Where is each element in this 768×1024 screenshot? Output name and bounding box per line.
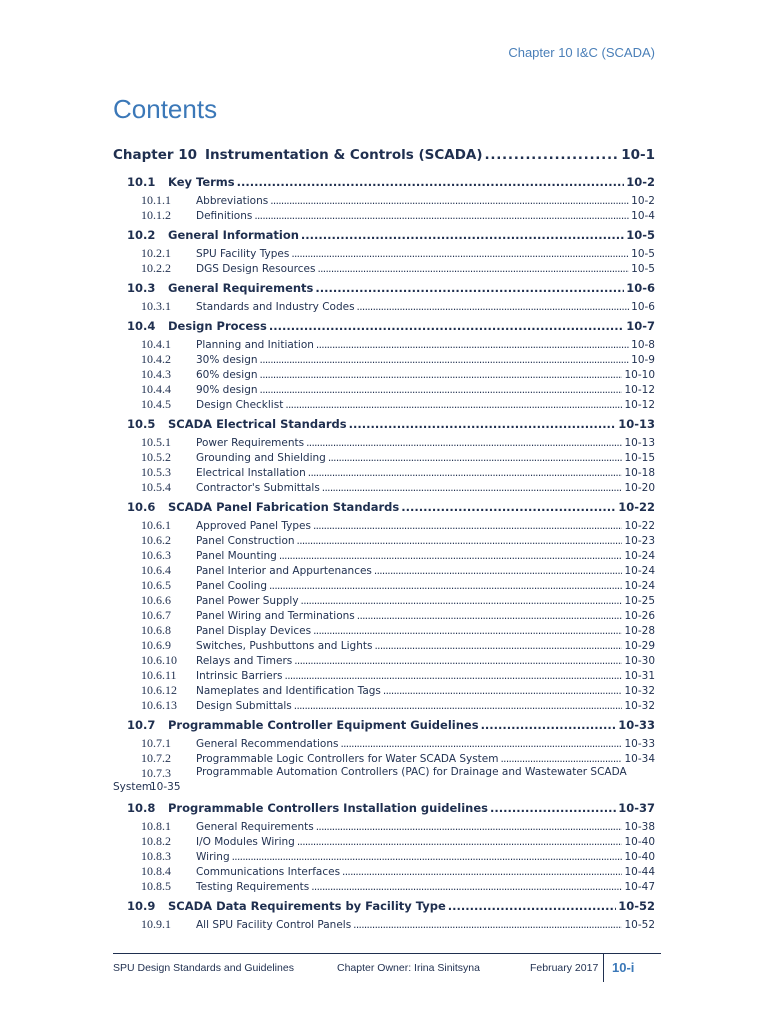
leader-dots xyxy=(260,384,623,396)
section-title: General Information xyxy=(168,228,299,242)
toc-subsection-entry[interactable] xyxy=(113,299,655,314)
subsection-title: Design Submittals xyxy=(196,700,292,712)
leader-dots xyxy=(357,610,623,622)
subsection-title: Switches, Pushbuttons and Lights xyxy=(196,640,373,652)
leader-dots xyxy=(291,248,629,260)
subsection-title: Panel Mounting xyxy=(196,550,277,562)
leader-dots xyxy=(260,369,623,381)
toc-subsection-entry[interactable] xyxy=(113,397,655,412)
leader-dots xyxy=(401,500,616,514)
subsection-number: 10.1.1 xyxy=(141,193,171,207)
toc-subsection-entry[interactable] xyxy=(113,563,655,578)
subsection-title: Panel Cooling xyxy=(196,580,267,592)
subsection-page: 10-20 xyxy=(624,482,655,494)
toc-subsection-entry[interactable] xyxy=(113,548,655,563)
subsection-title: Testing Requirements xyxy=(196,881,310,893)
section-page: 10-13 xyxy=(618,417,655,431)
page-footer xyxy=(113,953,661,978)
toc-section-entry[interactable] xyxy=(113,899,655,917)
leader-dots xyxy=(374,640,622,652)
toc-subsection-entry[interactable] xyxy=(113,533,655,548)
subsection-page: 10-32 xyxy=(624,700,655,712)
section-title: Design Process xyxy=(168,319,267,333)
leader-dots xyxy=(294,655,622,667)
toc-subsection-entry[interactable] xyxy=(113,480,655,495)
subsection-number: 10.6.12 xyxy=(141,683,177,697)
leader-dots xyxy=(306,437,622,449)
section-number: 10.9 xyxy=(127,899,156,913)
leader-dots xyxy=(311,881,622,893)
toc-subsection-entry[interactable] xyxy=(113,450,655,465)
section-number: 10.5 xyxy=(127,417,156,431)
toc-subsection-entry[interactable] xyxy=(113,766,655,796)
subsection-number: 10.2.2 xyxy=(141,261,171,275)
subsection-title: Intrinsic Barriers xyxy=(196,670,283,682)
leader-dots xyxy=(294,700,623,712)
subsection-number: 10.8.3 xyxy=(141,849,171,863)
subsection-page: 10-24 xyxy=(624,580,655,592)
toc-subsection-entry[interactable] xyxy=(113,683,655,698)
footer-divider xyxy=(603,954,604,982)
leader-dots xyxy=(237,175,625,189)
leader-dots xyxy=(340,738,622,750)
subsection-page: 10-35 xyxy=(150,781,181,793)
subsection-page: 10-8 xyxy=(631,339,655,351)
subsection-number: 10.6.6 xyxy=(141,593,171,607)
toc-section-entry[interactable] xyxy=(113,228,655,246)
leader-dots xyxy=(481,718,617,732)
footer-publication: SPU Design Standards and Guidelines xyxy=(113,962,294,974)
subsection-page: 10-29 xyxy=(624,640,655,652)
subsection-title: Abbreviations xyxy=(196,195,269,207)
chapter-page: 10-1 xyxy=(621,147,655,163)
subsection-title: 90% design xyxy=(196,384,258,396)
toc-subsection-entry[interactable] xyxy=(113,668,655,683)
section-page: 10-6 xyxy=(626,281,655,295)
toc-subsection-entry[interactable] xyxy=(113,593,655,608)
subsection-page: 10-24 xyxy=(624,565,655,577)
toc-subsection-entry[interactable] xyxy=(113,261,655,276)
leader-dots xyxy=(285,670,623,682)
subsection-title: Standards and Industry Codes xyxy=(196,301,355,313)
subsection-number: 10.6.3 xyxy=(141,548,171,562)
subsection-title: All SPU Facility Control Panels xyxy=(196,919,352,931)
section-page: 10-52 xyxy=(618,899,655,913)
toc-subsection-entry[interactable] xyxy=(113,653,655,668)
leader-dots xyxy=(313,625,622,637)
toc-subsection-entry[interactable] xyxy=(113,518,655,533)
leader-dots xyxy=(448,899,616,913)
subsection-title-continuation: System xyxy=(113,781,153,793)
leader-dots xyxy=(269,580,622,592)
leader-dots xyxy=(316,821,623,833)
section-number: 10.3 xyxy=(127,281,156,295)
subsection-number: 10.6.5 xyxy=(141,578,171,592)
subsection-title: Programmable Automation Controllers (PAC) for Drainage and Wastewater SCADA xyxy=(196,766,627,778)
subsection-number: 10.6.11 xyxy=(141,668,177,682)
toc-subsection-entry[interactable] xyxy=(113,337,655,352)
section-number: 10.7 xyxy=(127,718,156,732)
leader-dots xyxy=(322,482,623,494)
toc-subsection-entry[interactable] xyxy=(113,246,655,261)
subsection-page: 10-32 xyxy=(624,685,655,697)
subsection-number: 10.9.1 xyxy=(141,917,171,931)
subsection-title: General Recommendations xyxy=(196,738,339,750)
leader-dots xyxy=(301,228,624,242)
toc-section-entry[interactable] xyxy=(113,718,655,736)
subsection-number: 10.8.1 xyxy=(141,819,171,833)
toc-subsection-entry[interactable] xyxy=(113,623,655,638)
toc-section-entry[interactable] xyxy=(113,801,655,819)
footer-page-number: 10-i xyxy=(612,960,635,975)
leader-dots xyxy=(279,550,623,562)
toc-subsection-entry[interactable] xyxy=(113,849,655,864)
subsection-number: 10.8.5 xyxy=(141,879,171,893)
toc-subsection-entry[interactable] xyxy=(113,638,655,653)
leader-dots xyxy=(342,866,622,878)
toc-subsection-entry[interactable] xyxy=(113,382,655,397)
subsection-page: 10-47 xyxy=(624,881,655,893)
section-page: 10-33 xyxy=(618,718,655,732)
subsection-number: 10.6.8 xyxy=(141,623,171,637)
section-number: 10.6 xyxy=(127,500,156,514)
subsection-title: Approved Panel Types xyxy=(196,520,311,532)
subsection-number: 10.7.2 xyxy=(141,751,171,765)
subsection-page: 10-5 xyxy=(631,248,655,260)
toc-subsection-entry[interactable] xyxy=(113,917,655,932)
leader-dots xyxy=(315,281,624,295)
leader-dots xyxy=(357,301,630,313)
subsection-page: 10-38 xyxy=(624,821,655,833)
subsection-page: 10-25 xyxy=(624,595,655,607)
subsection-number: 10.6.9 xyxy=(141,638,171,652)
subsection-title: Panel Construction xyxy=(196,535,295,547)
subsection-number: 10.7.1 xyxy=(141,736,171,750)
toc-subsection-entry[interactable] xyxy=(113,819,655,834)
subsection-title: Power Requirements xyxy=(196,437,305,449)
table-of-contents xyxy=(113,147,655,932)
subsection-title: Electrical Installation xyxy=(196,467,306,479)
subsection-number: 10.6.1 xyxy=(141,518,171,532)
toc-subsection-entry[interactable] xyxy=(113,208,655,223)
subsection-title: Nameplates and Identification Tags xyxy=(196,685,381,697)
toc-subsection-entry[interactable] xyxy=(113,465,655,480)
toc-sections xyxy=(113,175,655,932)
toc-subsection-entry[interactable] xyxy=(113,879,655,894)
subsection-page: 10-40 xyxy=(624,851,655,863)
subsection-page: 10-30 xyxy=(624,655,655,667)
subsection-page: 10-28 xyxy=(624,625,655,637)
section-page: 10-22 xyxy=(618,500,655,514)
subsection-title: I/O Modules Wiring xyxy=(196,836,295,848)
subsection-page: 10-6 xyxy=(631,301,655,313)
subsection-number: 10.5.4 xyxy=(141,480,171,494)
subsection-title: 60% design xyxy=(196,369,258,381)
subsection-number: 10.7.3 xyxy=(141,766,171,780)
leader-dots xyxy=(270,195,629,207)
toc-subsection-entry[interactable] xyxy=(113,193,655,208)
toc-subsection-entry[interactable] xyxy=(113,435,655,450)
page-title: Contents xyxy=(113,94,218,124)
section-title: Programmable Controller Equipment Guidelines xyxy=(168,718,479,732)
section-title: SCADA Electrical Standards xyxy=(168,417,347,431)
subsection-title: Panel Wiring and Terminations xyxy=(196,610,355,622)
subsection-page: 10-33 xyxy=(624,738,655,750)
leader-dots xyxy=(297,535,623,547)
leader-dots xyxy=(317,263,629,275)
toc-chapter-entry[interactable] xyxy=(113,147,655,169)
subsection-number: 10.3.1 xyxy=(141,299,171,313)
subsection-page: 10-26 xyxy=(624,610,655,622)
subsection-title: Programmable Logic Controllers for Water SCADA System xyxy=(196,753,499,765)
subsection-number: 10.4.5 xyxy=(141,397,171,411)
subsection-title: Wiring xyxy=(196,851,230,863)
subsection-page: 10-44 xyxy=(624,866,655,878)
leader-dots xyxy=(269,319,624,333)
leader-dots xyxy=(316,339,629,351)
section-title: SCADA Panel Fabrication Standards xyxy=(168,500,400,514)
section-number: 10.8 xyxy=(127,801,156,815)
subsection-title: DGS Design Resources xyxy=(196,263,316,275)
subsection-number: 10.6.4 xyxy=(141,563,171,577)
section-number: 10.1 xyxy=(127,175,156,189)
subsection-number: 10.5.2 xyxy=(141,450,171,464)
subsection-title: Grounding and Shielding xyxy=(196,452,326,464)
subsection-title: SPU Facility Types xyxy=(196,248,290,260)
subsection-title: Panel Power Supply xyxy=(196,595,299,607)
subsection-title: Panel Display Devices xyxy=(196,625,312,637)
leader-dots xyxy=(254,210,629,222)
toc-subsection-entry[interactable] xyxy=(113,352,655,367)
subsection-page: 10-9 xyxy=(631,354,655,366)
leader-dots xyxy=(501,753,623,765)
section-page: 10-5 xyxy=(626,228,655,242)
toc-subsection-entry[interactable] xyxy=(113,751,655,766)
toc-section-entry[interactable] xyxy=(113,281,655,299)
toc-subsection-entry[interactable] xyxy=(113,698,655,713)
leader-dots xyxy=(285,399,622,411)
subsection-page: 10-24 xyxy=(624,550,655,562)
subsection-number: 10.5.3 xyxy=(141,465,171,479)
subsection-page: 10-12 xyxy=(624,384,655,396)
subsection-page: 10-52 xyxy=(624,919,655,931)
leader-dots xyxy=(374,565,623,577)
subsection-number: 10.8.2 xyxy=(141,834,171,848)
leader-dots xyxy=(485,147,620,163)
leader-dots xyxy=(383,685,623,697)
chapter-number: Chapter 10 xyxy=(113,147,198,163)
chapter-title: Instrumentation & Controls (SCADA) xyxy=(205,147,483,163)
subsection-number: 10.4.3 xyxy=(141,367,171,381)
subsection-number: 10.6.7 xyxy=(141,608,171,622)
subsection-page: 10-22 xyxy=(624,520,655,532)
subsection-number: 10.4.4 xyxy=(141,382,171,396)
leader-dots xyxy=(490,801,616,815)
section-title: Key Terms xyxy=(168,175,235,189)
subsection-title: 30% design xyxy=(196,354,258,366)
subsection-title: Relays and Timers xyxy=(196,655,293,667)
subsection-number: 10.2.1 xyxy=(141,246,171,260)
subsection-title: Definitions xyxy=(196,210,253,222)
subsection-page: 10-10 xyxy=(624,369,655,381)
section-page: 10-2 xyxy=(626,175,655,189)
toc-subsection-entry[interactable] xyxy=(113,367,655,382)
running-head: Chapter 10 I&C (SCADA) xyxy=(508,45,655,60)
subsection-page: 10-18 xyxy=(624,467,655,479)
subsection-number: 10.6.10 xyxy=(141,653,177,667)
subsection-number: 10.4.1 xyxy=(141,337,171,351)
footer-owner: Chapter Owner: Irina Sinitsyna xyxy=(337,962,480,974)
footer-date: February 2017 xyxy=(530,962,599,974)
section-page: 10-37 xyxy=(618,801,655,815)
subsection-number: 10.8.4 xyxy=(141,864,171,878)
subsection-number: 10.5.1 xyxy=(141,435,171,449)
subsection-page: 10-34 xyxy=(624,753,655,765)
leader-dots xyxy=(301,595,623,607)
toc-subsection-entry[interactable] xyxy=(113,834,655,849)
subsection-number: 10.6.2 xyxy=(141,533,171,547)
subsection-title: Panel Interior and Appurtenances xyxy=(196,565,372,577)
section-title: General Requirements xyxy=(168,281,314,295)
subsection-page: 10-31 xyxy=(624,670,655,682)
toc-subsection-entry[interactable] xyxy=(113,608,655,623)
leader-dots xyxy=(349,417,617,431)
subsection-title: General Requirements xyxy=(196,821,314,833)
leader-dots xyxy=(260,354,630,366)
subsection-title: Communications Interfaces xyxy=(196,866,341,878)
toc-subsection-entry[interactable] xyxy=(113,578,655,593)
subsection-page: 10-12 xyxy=(624,399,655,411)
section-page: 10-7 xyxy=(626,319,655,333)
toc-subsection-entry[interactable] xyxy=(113,864,655,879)
toc-subsection-entry[interactable] xyxy=(113,736,655,751)
subsection-page: 10-23 xyxy=(624,535,655,547)
leader-dots xyxy=(313,520,623,532)
subsection-number: 10.1.2 xyxy=(141,208,171,222)
subsection-page: 10-40 xyxy=(624,836,655,848)
leader-dots xyxy=(297,836,623,848)
subsection-page: 10-5 xyxy=(631,263,655,275)
leader-dots xyxy=(232,851,623,863)
subsection-page: 10-4 xyxy=(631,210,655,222)
section-number: 10.4 xyxy=(127,319,156,333)
subsection-number: 10.6.13 xyxy=(141,698,177,712)
subsection-title: Planning and Initiation xyxy=(196,339,314,351)
leader-dots xyxy=(353,919,622,931)
subsection-title: Design Checklist xyxy=(196,399,284,411)
subsection-page: 10-2 xyxy=(631,195,655,207)
subsection-page: 10-15 xyxy=(624,452,655,464)
subsection-title: Contractor's Submittals xyxy=(196,482,320,494)
toc-section-entry[interactable] xyxy=(113,500,655,518)
toc-section-entry[interactable] xyxy=(113,175,655,193)
toc-section-entry[interactable] xyxy=(113,417,655,435)
section-title: SCADA Data Requirements by Facility Type xyxy=(168,899,446,913)
section-number: 10.2 xyxy=(127,228,156,242)
subsection-number: 10.4.2 xyxy=(141,352,171,366)
toc-section-entry[interactable] xyxy=(113,319,655,337)
leader-dots xyxy=(308,467,623,479)
subsection-page: 10-13 xyxy=(624,437,655,449)
section-title: Programmable Controllers Installation guidelines xyxy=(168,801,489,815)
leader-dots xyxy=(328,452,623,464)
